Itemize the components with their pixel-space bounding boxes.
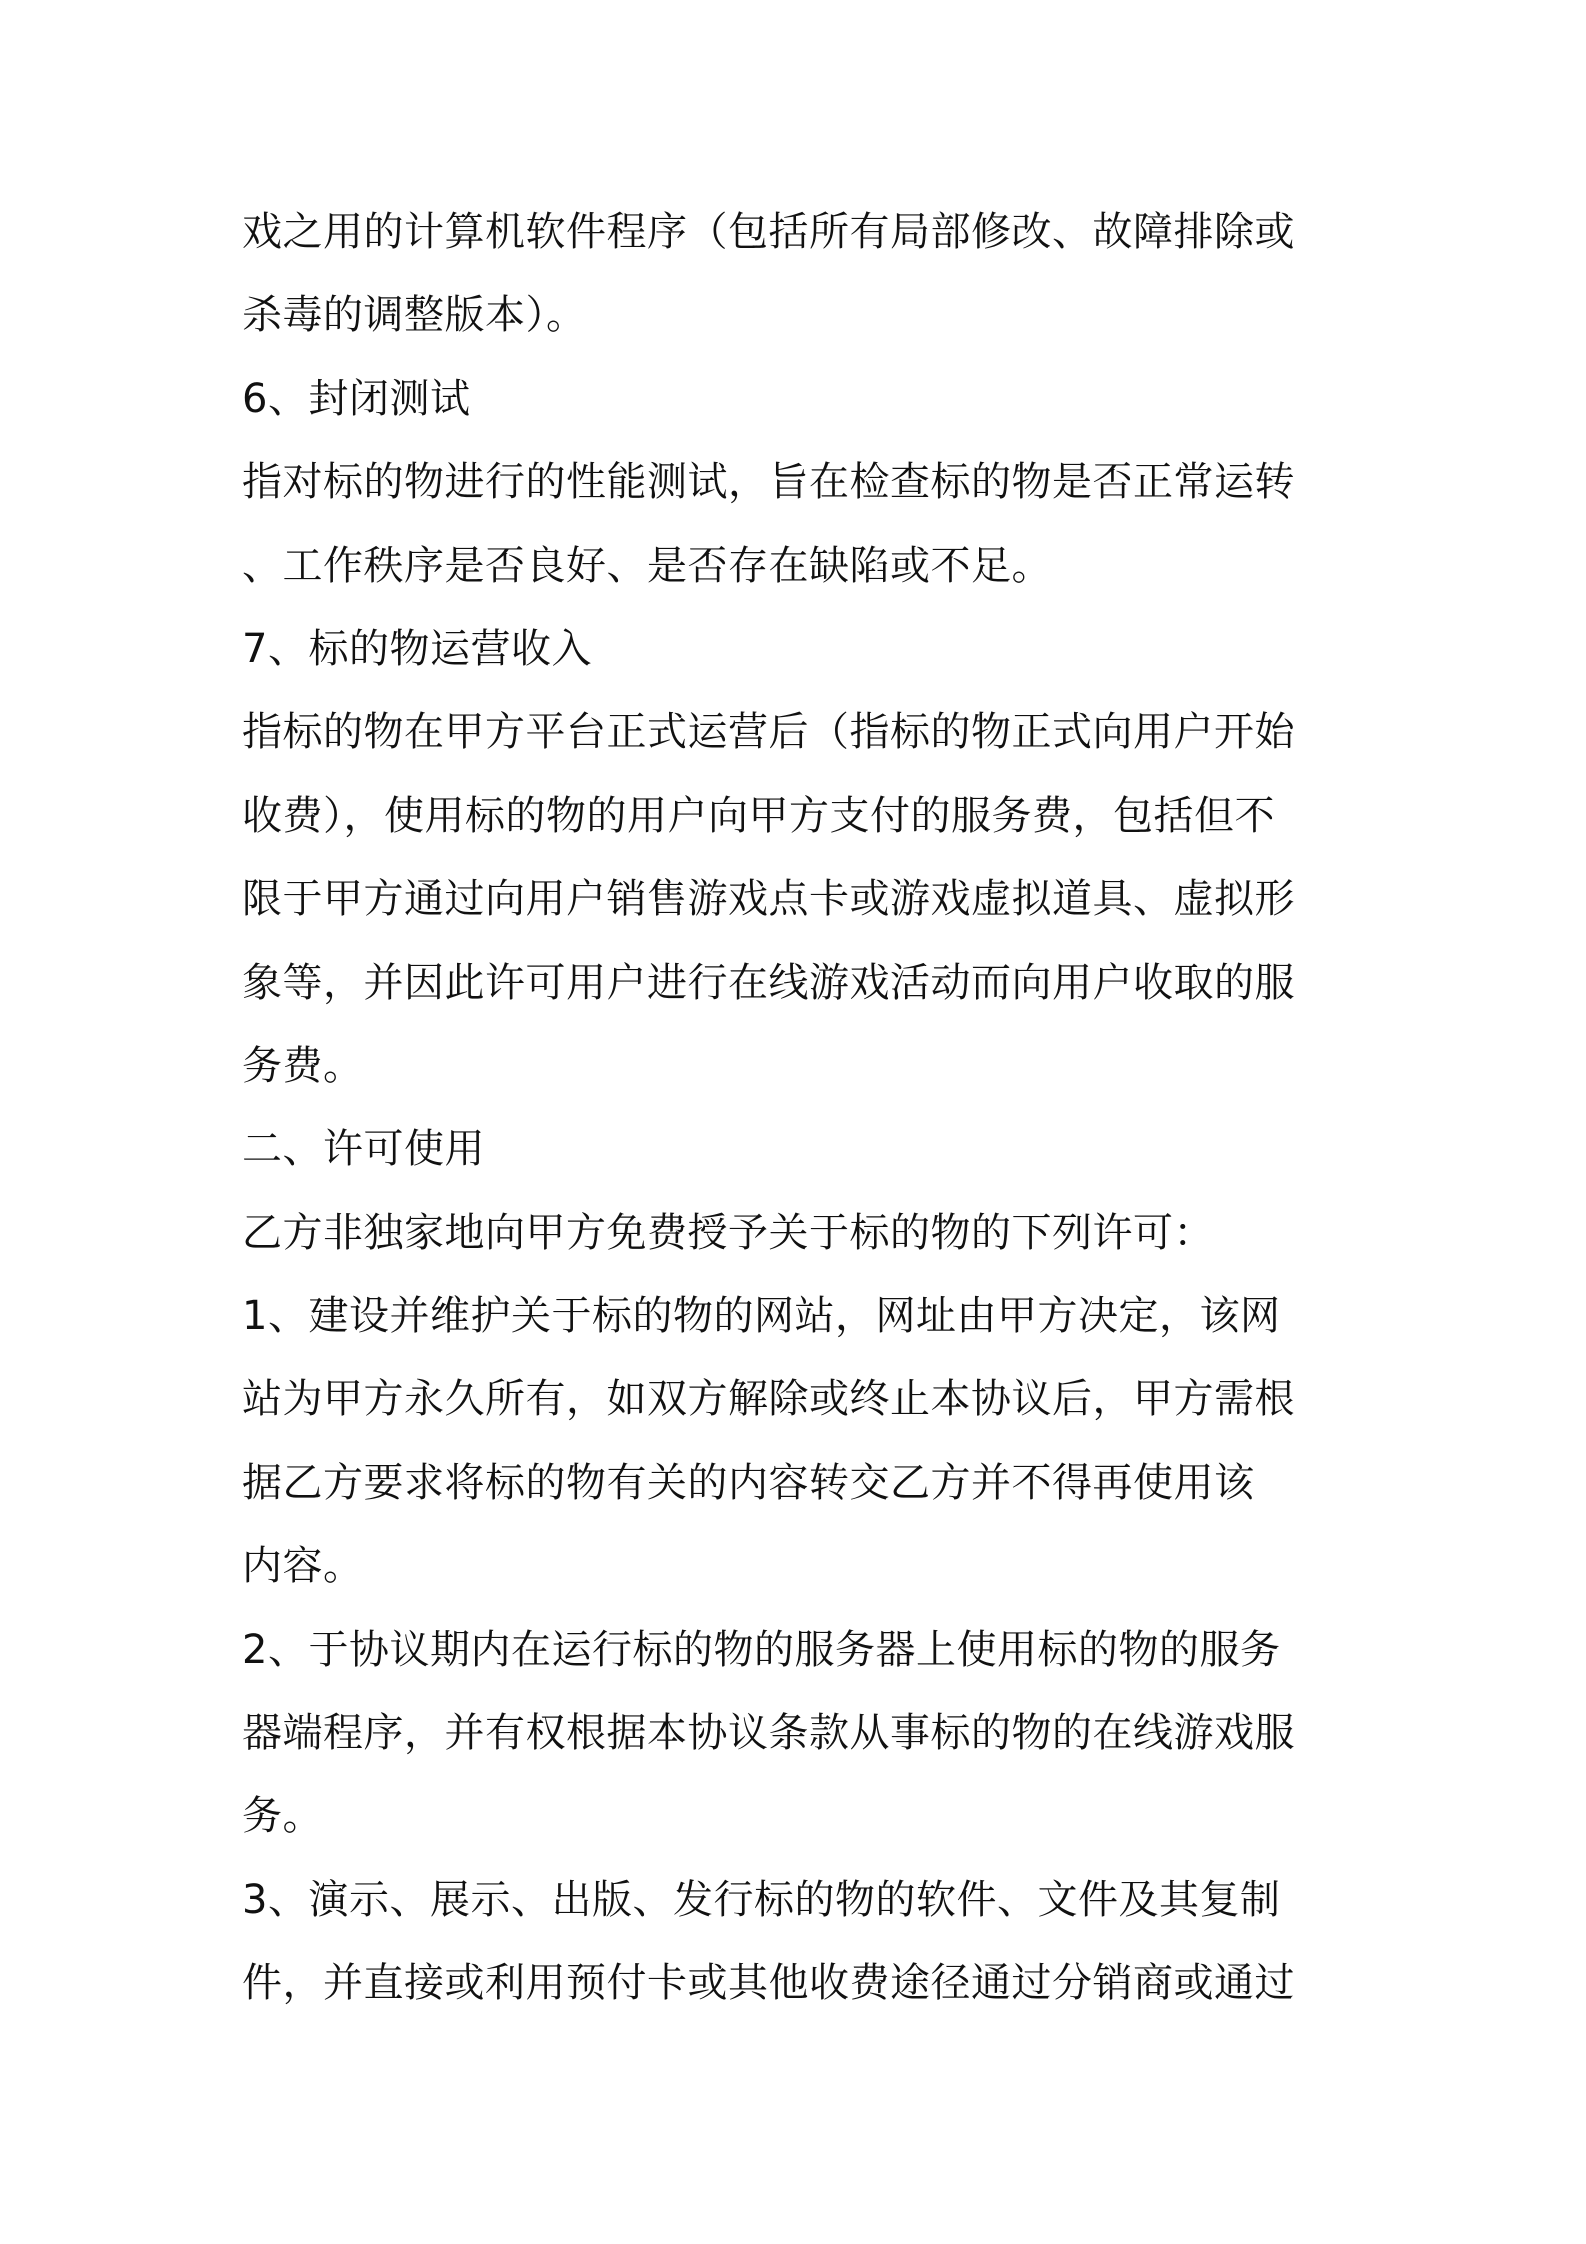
section-heading: 6、封闭测试: [242, 375, 471, 422]
text-line: 务费。: [242, 1042, 364, 1089]
text-line: 戏之用的计算机软件程序（包括所有局部修改、故障排除或: [242, 209, 1295, 255]
text-line: 务。: [242, 1793, 323, 1840]
text-line: 乙方非独家地向甲方免费授予关于标的物的下列许可：: [242, 1209, 1214, 1256]
text-line: 内容。: [242, 1543, 364, 1590]
text-line: 件，并直接或利用预付卡或其他收费途径通过分销商或通过: [242, 1960, 1295, 2007]
text-line: 2、于协议期内在运行标的物的服务器上使用标的物的服务: [242, 1626, 1281, 1673]
text-line: 象等，并因此许可用户进行在线游戏活动而向用户收取的服: [242, 959, 1295, 1006]
text-line: 3、演示、展示、出版、发行标的物的软件、文件及其复制: [242, 1876, 1281, 1923]
section-heading: 二、许可使用: [242, 1126, 485, 1173]
document-body: [242, 191, 1367, 2026]
text-line: 1、建设并维护关于标的物的网站，网址由甲方决定，该网: [242, 1293, 1281, 1340]
text-line: 限于甲方通过向用户销售游戏点卡或游戏虚拟道具、虚拟形: [242, 876, 1295, 923]
text-line: 收费），使用标的物的用户向甲方支付的服务费，包括但不: [242, 792, 1275, 839]
text-line: 据乙方要求将标的物有关的内容转交乙方并不得再使用该: [242, 1459, 1255, 1506]
section-heading: 7、标的物运营收入: [242, 625, 592, 672]
text-line: 杀毒的调整版本）。: [242, 292, 587, 339]
text-line: 、工作秩序是否良好、是否存在缺陷或不足。: [242, 542, 1052, 589]
text-line: 器端程序，并有权根据本协议条款从事标的物的在线游戏服: [242, 1710, 1295, 1757]
text-line: 站为甲方永久所有，如双方解除或终止本协议后，甲方需根: [242, 1376, 1295, 1423]
text-line: 指对标的物进行的性能测试，旨在检查标的物是否正常运转: [242, 459, 1295, 506]
text-line: 指标的物在甲方平台正式运营后（指标的物正式向用户开始: [242, 709, 1295, 756]
